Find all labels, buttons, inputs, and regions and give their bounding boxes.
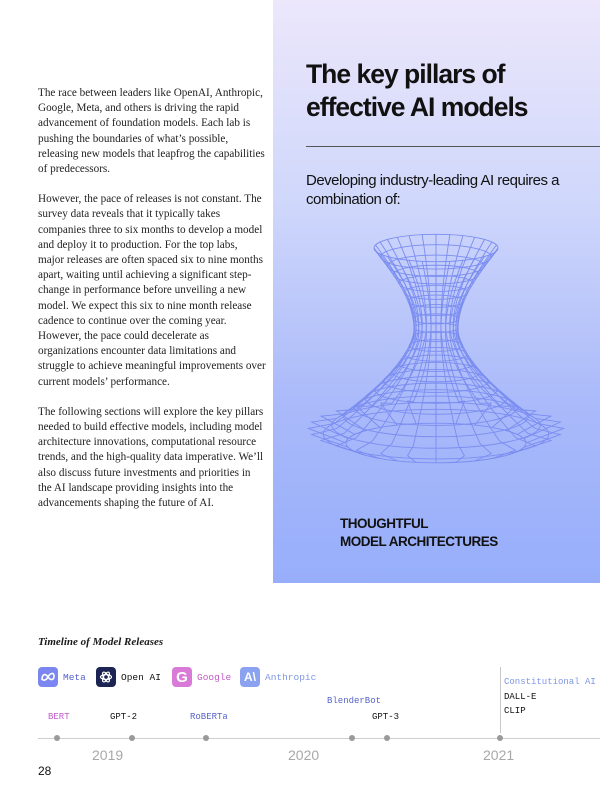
wireframe-vase-illustration <box>273 218 600 498</box>
company-name: Open AI <box>121 671 161 683</box>
panel-caption <box>340 515 580 551</box>
timeline-marker <box>203 735 209 741</box>
model-label: GPT-2 <box>110 712 138 722</box>
model-label: DALL-E <box>504 692 537 702</box>
timeline-title: Timeline of Model Releases <box>38 636 164 648</box>
divider <box>306 146 600 147</box>
model-label: Constitutional AI <box>504 677 596 687</box>
company-logo-google <box>172 667 231 687</box>
panel-title: The key pillars of effective AI models <box>306 59 528 122</box>
company-logo-anthropic <box>240 667 316 687</box>
company-name: Meta <box>63 671 86 683</box>
company-name: Anthropic <box>265 671 317 683</box>
body-text <box>38 86 266 526</box>
model-label: BlenderBot <box>327 696 382 706</box>
divider <box>500 667 501 733</box>
year-label: 2020 <box>288 747 320 763</box>
company-logo-openai <box>96 667 161 687</box>
year-label: 2019 <box>92 747 124 763</box>
paragraph: However, the pace of releases is not constant. The survey data reveals that it typically takes companies three to six months to develop a model and deploy it to production. For the top labs, major releases are often spaced six to nine months apart, waiting until achieving a significant step-change in performance before unveiling a new model. We expect this six to nine month release cadence to continue over the coming year. However, the pace could decelerate as organizations encounter data limitations and struggle to achieve meaningful improvements over current models’ performance. <box>38 193 266 388</box>
anthropic-icon: A\ <box>240 667 260 687</box>
meta-icon <box>38 667 58 687</box>
paragraph: The following sections will explore the key pillars needed to build effective models, including model architecture innovations, computational resource trends, and the high-quality data imperative. We’ll also discuss future investments and priorities in the AI landscape providing insights into the advancements shaping the future of AI. <box>38 405 264 510</box>
key-pillars-panel <box>273 0 600 583</box>
page-number: 28 <box>38 764 52 778</box>
timeline-marker <box>129 735 135 741</box>
model-label: RoBERTa <box>190 712 228 722</box>
model-label: CLIP <box>504 706 526 716</box>
company-name: Google <box>197 671 232 683</box>
timeline-marker <box>384 735 390 741</box>
model-label: GPT-3 <box>372 712 400 722</box>
panel-subtitle: Developing industry-leading AI requires a combination of: <box>306 172 559 208</box>
timeline-axis <box>38 738 600 739</box>
timeline-marker <box>497 735 503 741</box>
paragraph: The race between leaders like OpenAI, Anthropic, Google, Meta, and others is driving the rapid advancement of foundation models. Each lab is pushing the boundaries of what’s possible, releasing new models that leapfrog the capabilities of predecessors. <box>38 87 265 176</box>
openai-icon <box>96 667 116 687</box>
caption-line: MODEL ARCHITECTURES <box>340 534 498 549</box>
google-icon: G <box>172 667 192 687</box>
year-label: 2021 <box>483 747 515 763</box>
caption-line: THOUGHTFUL <box>340 516 428 531</box>
model-label: BERT <box>48 712 70 722</box>
company-logo-meta <box>38 667 86 687</box>
timeline-marker <box>349 735 355 741</box>
timeline-marker <box>54 735 60 741</box>
